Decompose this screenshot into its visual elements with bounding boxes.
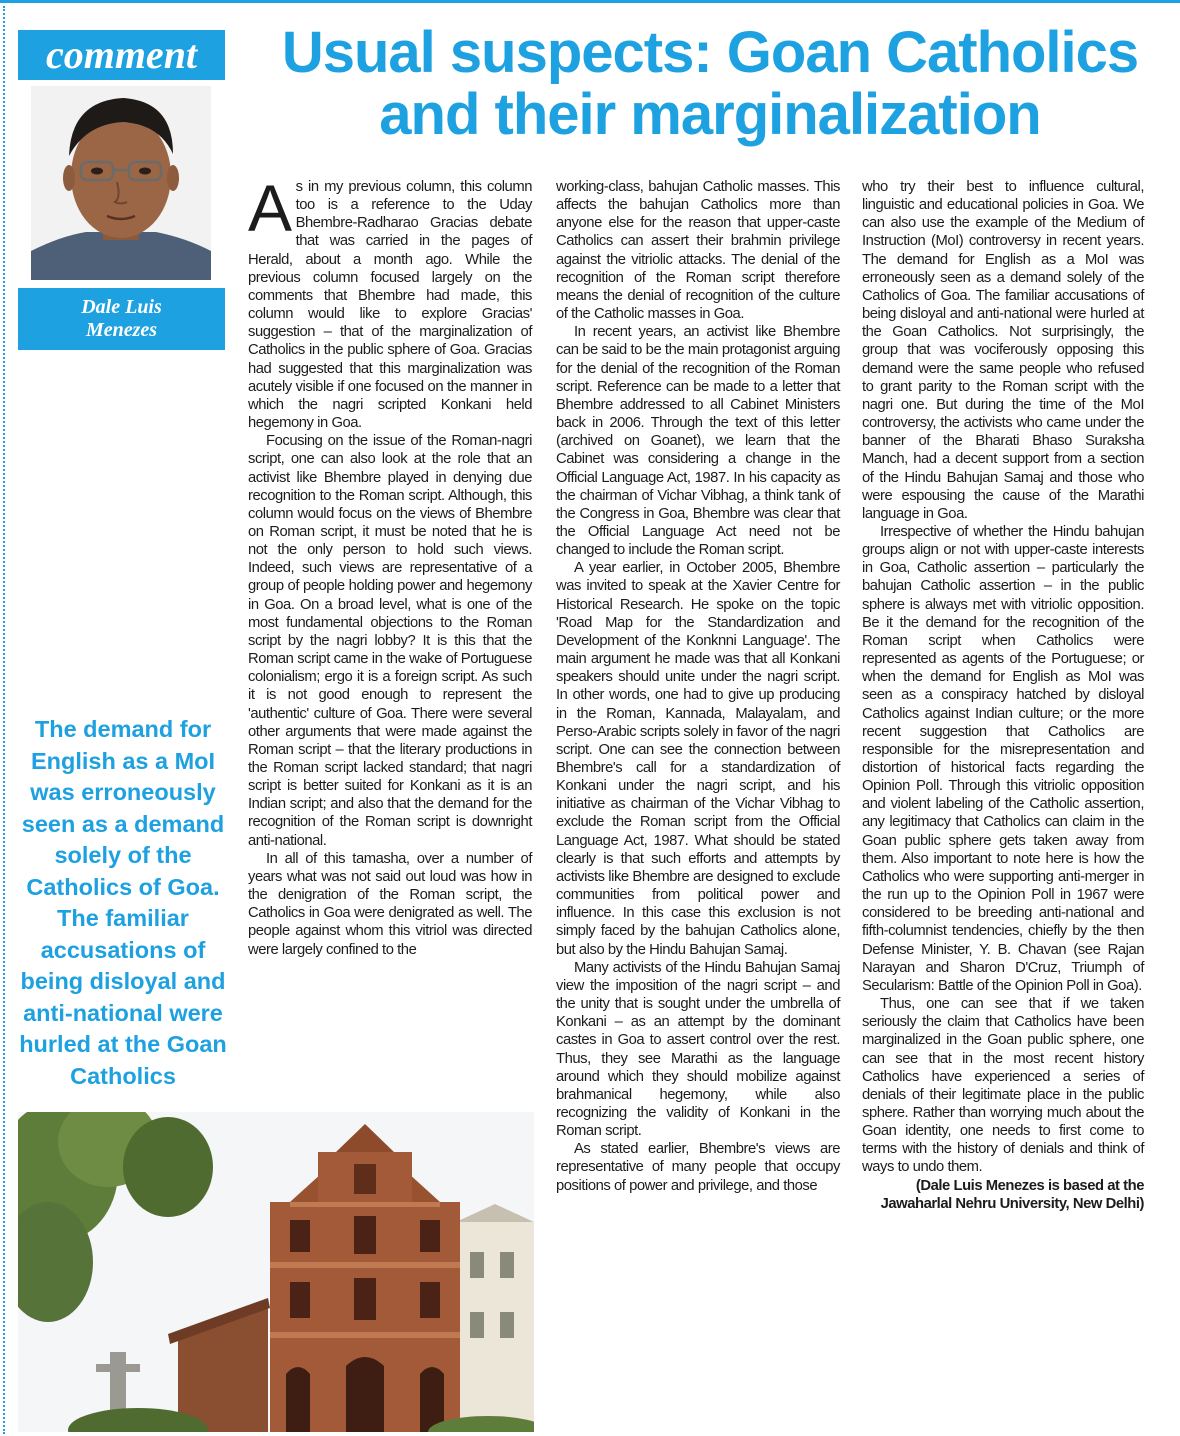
author-name-line2: Menezes — [85, 319, 158, 341]
paragraph-1-text: s in my previous column, this column too is a reference to the Uday Bhembre-Radharao Gracias debate that was carried in the pages of Herald, about a month ago. While the previous column focused largely on the comments that Bhembre had made, this column would like to explore Gracias' suggestion – that of the marginalization of Catholics in the public sphere of Goa. Gracias had suggested that this marginalization was acutely visible if one focused on the manner in which the nagri scripted Konkani held hegemony in Goa. — [248, 179, 532, 432]
article-column-2 — [556, 178, 840, 1195]
author-byline — [18, 288, 225, 350]
author-portrait — [31, 86, 211, 280]
headline-line2: and their marginalization — [379, 82, 1041, 147]
headline — [250, 22, 1170, 146]
credit-line-1: (Dale Luis Menezes is based at the — [915, 1177, 1144, 1194]
basilica-photo — [18, 1112, 534, 1432]
paragraph-6: Many activists of the Hindu Bahujan Samaj view the imposition of the nagri script – and the unity that is sought under the umbrella of Konkani – as an attempt by the dominant castes in Goa to assert control over the rest. Thus, they see Marathi as the language around which they should mobilize against brahmanical hegemony, while also recognizing the validity of Konkani in the Roman script. — [556, 959, 840, 1140]
paragraph-9: Thus, one can see that if we taken seriously the claim that Catholics have been marginalized in the Goan public sphere, one can see that in the most recent history Catholics have experienced a series of denials of their legitimate place in the public sphere. Rather than worrying much about the Goan identity, one needs to first come to terms with the history of denials and think of ways to undo them. — [862, 996, 1144, 1176]
paragraph-4: In recent years, an activist like Bhembre can be said to be the main protagonist arguing for the denial of the recognition of the Roman script. Reference can be made to a letter that Bhembre addressed to all Cabinet Ministers back in 2006. Through the text of this letter (archived on Goanet), we learn that the Cabinet was considering a change in the Official Language Act, 1987. In his capacity as the chairman of Vichar Vibhag, a think tank of the Congress in Goa, Bhembre was clear that the Official Language Act need not be changed to include the Roman script. — [556, 324, 840, 559]
pull-quote: The demand for English as a MoI was erroneously seen as a demand solely of the Catholics of Goa. The familiar accusations of being disloyal and anti-national were hurled at the Goan Catholics — [19, 716, 227, 1089]
author-name-line1: Dale Luis — [81, 296, 162, 318]
left-dotted-border — [3, 6, 5, 1434]
author-credit — [862, 1177, 1144, 1213]
paragraph-1 — [248, 171, 532, 432]
article-column-3 — [862, 178, 1144, 1213]
column-tag: comment — [18, 30, 225, 80]
headline-line1: Usual suspects: Goan Catholics — [281, 20, 1139, 85]
article-column-1 — [248, 171, 532, 959]
paragraph-3-start: In all of this tamasha, over a number of years what was not said out loud was how in the denigration of the Roman script, the Catholics in Goa were denigrated as well. The people against whom this vitriol was directed were largely confined to the — [248, 850, 532, 958]
paragraph-7-start: As stated earlier, Bhembre's views are representative of many people that occupy positions of power and privilege, and those — [556, 1141, 840, 1194]
paragraph-7-end: who try their best to influence cultural, linguistic and educational policies in Goa. We can also use the example of the Medium of Instruction (MoI) controversy in recent years. The demand for English as a MoI was erroneously seen as a demand solely of the Catholics of Goa. The familiar accusations of being disloyal and anti-national were hurled at the Goan Catholics. Not surprisingly, the group that was vociferously opposing this demand were the same people who refused to grant parity to the Roman script with the nagri one. But during the time of the MoI controversy, the activists who came under the banner of the Bharati Bhaso Suraksha Manch, had a decent support from a section of the Hindu Bahujan Samaj and those who were espousing the cause of the Marathi language in Goa. — [862, 179, 1144, 522]
paragraph-2: Focusing on the issue of the Roman-nagri script, one can also look at the role that an activist like Bhembre played in denying due recognition to the Roman script. Although, this column would focus on the views of Bhembre on Roman script, it must be noted that he is not the only person to hold such views. Indeed, such views are representative of a group of people holding power and hegemony in Goa. On a broad level, what is one of the most fundamental objections to the Roman script by the nagri lobby? It is this that the Roman script came in the wake of Portuguese colonialism; ergo it is a foreign script. As such it is not good enough to represent the 'authentic' culture of Goa. There were several other arguments that were made against the Roman script – that the literary productions in the Roman script lacked standard; that nagri script is better suited for Konkani as it is an Indian script; and also that the demand for the recognition of the Roman script is downright anti-national. — [248, 433, 532, 849]
paragraph-3-end: working-class, bahujan Catholic masses. This affects the bahujan Catholics more than anyone else for the reason that upper-caste Catholics can assert their brahmin privilege against the vitriolic attacks. The denial of the recognition of the Roman script therefore means the denial of recognition of the culture of the Catholic masses in Goa. — [556, 179, 840, 323]
top-rule — [0, 0, 1180, 3]
credit-line-2: Jawaharlal Nehru University, New Delhi) — [880, 1195, 1144, 1212]
paragraph-8: Irrespective of whether the Hindu bahujan groups align or not with upper-caste interests in Goa, Catholic assertion – particularly the bahujan Catholic assertion – in the public sphere is always met with vitriolic opposition. Be it the demand for the recognition of the Roman script when Catholics were represented as agents of the Portuguese; or when the demand for English as MoI was seen as a conspiracy hatched by disloyal Catholics against Indian culture; or the more recent suggestion that Catholics are responsible for the misrepresentation and distortion of historical facts regarding the Opinion Poll. Through this vitriolic opposition and violent labeling of the Catholic assertion, any legitimacy that Catholics can claim in the Goan public sphere gets taken away from them. Also important to note here is how the Catholics who were supporting anti-merger in the run up to the Opinion Poll in 1967 were considered to be breeding anti-national and fifth-columnist tendencies, chiefly by the then Defense Minister, Y. B. Chavan (see Rajan Narayan and Sharon D'Cruz, Triumph of Secularism: Battle of the Opinion Poll in Goa). — [862, 523, 1144, 994]
drop-cap: A — [248, 171, 292, 245]
paragraph-5: A year earlier, in October 2005, Bhembre was invited to speak at the Xavier Centre for Historical Research. He spoke on the topic 'Road Map for the Standardization and Development of the Konknni Language'. The main argument he made was that all Konkani speakers should unite under the nagri script. In other words, one had to give up producing in the Roman, Kannada, Malayalam, and Perso-Arabic scripts solely in favor of the nagri script. One can see the connection between Bhembre's call for a standardization of Konkani under the nagri script, and his initiative as chairman of the Vichar Vibhag to exclude the Roman script from the Official Language Act, 1987. What should be stated clearly is that such efforts and attempts by activists like Bhembre are designed to exclude communities from political power and influence. In this case this exclusion is not simply faced by the bahujan Catholics alone, but also by the Hindu Bahujan Samaj. — [556, 560, 840, 958]
